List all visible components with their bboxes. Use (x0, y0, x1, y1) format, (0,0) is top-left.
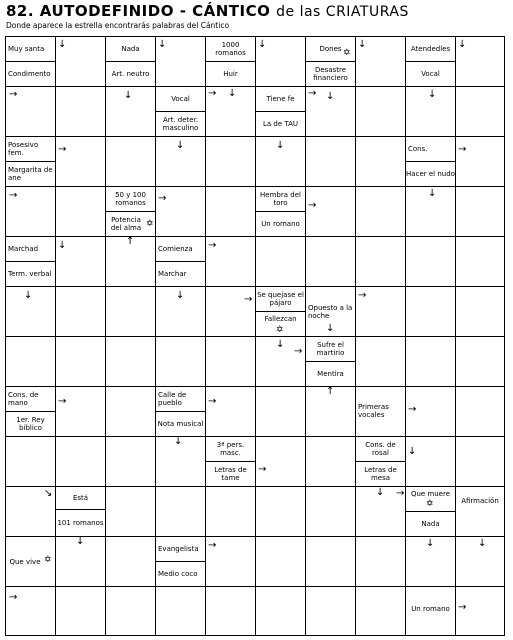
arrow-down-icon: ↓ (478, 538, 487, 549)
arrow-down-icon: ↓ (426, 538, 435, 549)
arrow-down-icon: ↓ (326, 323, 335, 334)
clue-cell[interactable]: Art. neutro (111, 70, 150, 78)
arrow-right-icon: → (308, 88, 317, 99)
arrow-down-right-icon: ↘ (44, 488, 53, 499)
clue-cell[interactable]: Nota musical (157, 420, 204, 428)
arrow-down-icon: ↓ (58, 240, 67, 251)
clue-cell[interactable]: Un romano (411, 605, 450, 613)
clue-cell[interactable]: Cons. de mano (8, 391, 39, 407)
arrow-down-icon: ↓ (228, 88, 237, 99)
clue-cell[interactable]: Muy santa (8, 45, 45, 53)
arrow-down-icon: ↓ (376, 487, 385, 498)
arrow-right-icon: → (9, 89, 18, 100)
clue-cell[interactable]: Se quejase el pájaro (257, 291, 304, 307)
clue-cell[interactable]: Tiene fe (266, 95, 295, 103)
arrow-up-icon: ↑ (126, 236, 135, 247)
clue-cell[interactable]: Opuesto a la noche (308, 303, 353, 320)
grid-line (6, 436, 504, 437)
clue-cell[interactable]: Vocal (421, 70, 440, 78)
arrow-down-icon: ↓ (428, 89, 437, 100)
clue-cell[interactable]: Hembra del toro (260, 191, 301, 207)
clue-cell[interactable]: Term. verbal (8, 270, 52, 278)
clue-cell[interactable]: Marchar (158, 270, 187, 278)
star-icon: ✡ (44, 555, 52, 565)
grid-line (6, 236, 504, 237)
clue-cell[interactable]: Art. deter. masculino (162, 116, 199, 132)
clue-cell[interactable]: Fallezcan (264, 315, 297, 323)
clue-cell[interactable]: Que vive (9, 557, 41, 566)
arrow-down-icon: ↓ (58, 39, 67, 50)
clue-cell[interactable]: Medio coco (158, 570, 198, 578)
clue-cell[interactable]: Dones (319, 45, 342, 53)
arrow-right-icon: → (358, 290, 367, 301)
arrow-right-icon: → (458, 144, 467, 155)
arrow-down-icon: ↓ (358, 39, 367, 50)
arrow-right-icon: → (158, 193, 167, 204)
arrow-right-icon: → (308, 200, 317, 211)
arrow-down-icon: ↓ (326, 91, 335, 102)
arrow-right-icon: → (9, 592, 18, 603)
arrow-down-icon: ↓ (458, 39, 467, 50)
clue-cell[interactable]: Letras de mesa (364, 466, 397, 482)
grid-line (6, 186, 504, 187)
clue-cell[interactable]: Está (72, 494, 89, 502)
clue-cell[interactable]: Afirmación (461, 497, 499, 505)
crossword-grid (5, 36, 505, 636)
clue-cell[interactable]: Condimento (8, 70, 51, 78)
clue-cell[interactable]: Sufre el martirio (316, 341, 345, 357)
title-tail: de las CRIATURAS (276, 4, 409, 20)
clue-cell[interactable]: Vocal (171, 95, 190, 103)
star-icon: ✡ (343, 48, 351, 58)
puzzle-instructions: Donde aparece la estrella encontrarás palabras del Cántico (6, 21, 230, 30)
clue-cell[interactable]: Desastre financiero (313, 66, 348, 82)
grid-line (6, 286, 504, 287)
clue-cell[interactable]: Atendedles (410, 45, 451, 53)
arrow-right-icon: → (244, 294, 253, 305)
title-main: 82. AUTODEFINIDO - CÁNTICO (6, 2, 271, 20)
arrow-right-icon: → (208, 396, 217, 407)
clue-cell[interactable]: 3ª pers. masc. (216, 441, 245, 457)
arrow-right-icon: → (458, 602, 467, 613)
arrow-down-icon: ↓ (276, 140, 285, 151)
arrow-right-icon: → (208, 88, 217, 99)
clue-cell[interactable]: Mentira (317, 370, 344, 378)
arrow-down-icon: ↓ (176, 290, 185, 301)
clue-cell[interactable]: Huir (223, 70, 238, 78)
arrow-right-icon: → (58, 396, 67, 407)
arrow-right-icon: → (294, 346, 303, 357)
clue-cell[interactable]: Comienza (158, 245, 193, 253)
clue-cell[interactable]: Cons. de rosal (365, 441, 396, 457)
clue-cell[interactable]: Nada (421, 520, 440, 528)
arrow-down-icon: ↓ (174, 436, 183, 447)
arrow-right-icon: → (396, 488, 405, 499)
grid-line (6, 386, 504, 387)
clue-cell[interactable]: Primeras vocales (358, 403, 389, 419)
grid-line (6, 86, 504, 87)
clue-cell[interactable]: 1000 romanos (215, 41, 246, 57)
arrow-up-icon: ↑ (326, 386, 335, 397)
clue-cell[interactable]: Evangelista (158, 545, 199, 553)
clue-cell[interactable]: Margarita de ane (8, 166, 53, 182)
clue-cell[interactable]: 1er. Rey bíblico (16, 416, 45, 432)
arrow-down-icon: ↓ (158, 39, 167, 50)
arrow-right-icon: → (208, 540, 217, 551)
grid-line (6, 586, 504, 587)
clue-cell[interactable]: Potencia del alma (110, 216, 142, 232)
arrow-right-icon: → (208, 240, 217, 251)
clue-cell[interactable]: Marchad (8, 245, 39, 253)
clue-cell[interactable]: Cons. (408, 145, 428, 153)
star-icon: ✡ (276, 325, 284, 335)
arrow-right-icon: → (258, 464, 267, 475)
arrow-down-icon: ↓ (408, 446, 417, 457)
arrow-right-icon: → (58, 144, 67, 155)
clue-cell[interactable]: Nada (121, 45, 140, 53)
arrow-right-icon: → (9, 190, 18, 201)
star-icon: ✡ (426, 499, 434, 509)
clue-cell[interactable]: 101 romanos (57, 519, 104, 527)
puzzle-title (6, 2, 409, 20)
clue-cell[interactable]: Posesivo fem. (8, 141, 39, 157)
arrow-down-icon: ↓ (428, 188, 437, 199)
clue-cell[interactable]: Calle de pueblo (158, 391, 187, 407)
arrow-down-icon: ↓ (124, 90, 133, 101)
clue-cell[interactable]: 50 y 100 romanos (115, 191, 146, 207)
star-icon: ✡ (146, 219, 154, 229)
clue-cell[interactable]: Hacer el nudo (406, 170, 455, 178)
arrow-down-icon: ↓ (176, 140, 185, 151)
clue-cell[interactable]: Que muere (410, 490, 451, 498)
arrow-down-icon: ↓ (76, 536, 85, 547)
arrow-down-icon: ↓ (258, 39, 267, 50)
clue-cell[interactable]: Letras de tame (214, 466, 247, 482)
arrow-right-icon: → (408, 404, 417, 415)
clue-cell[interactable]: Un romano (261, 220, 300, 228)
arrow-down-icon: ↓ (24, 290, 33, 301)
clue-cell[interactable]: La de TAU (262, 120, 299, 128)
arrow-down-icon: ↓ (276, 339, 285, 350)
grid-line (6, 336, 504, 337)
